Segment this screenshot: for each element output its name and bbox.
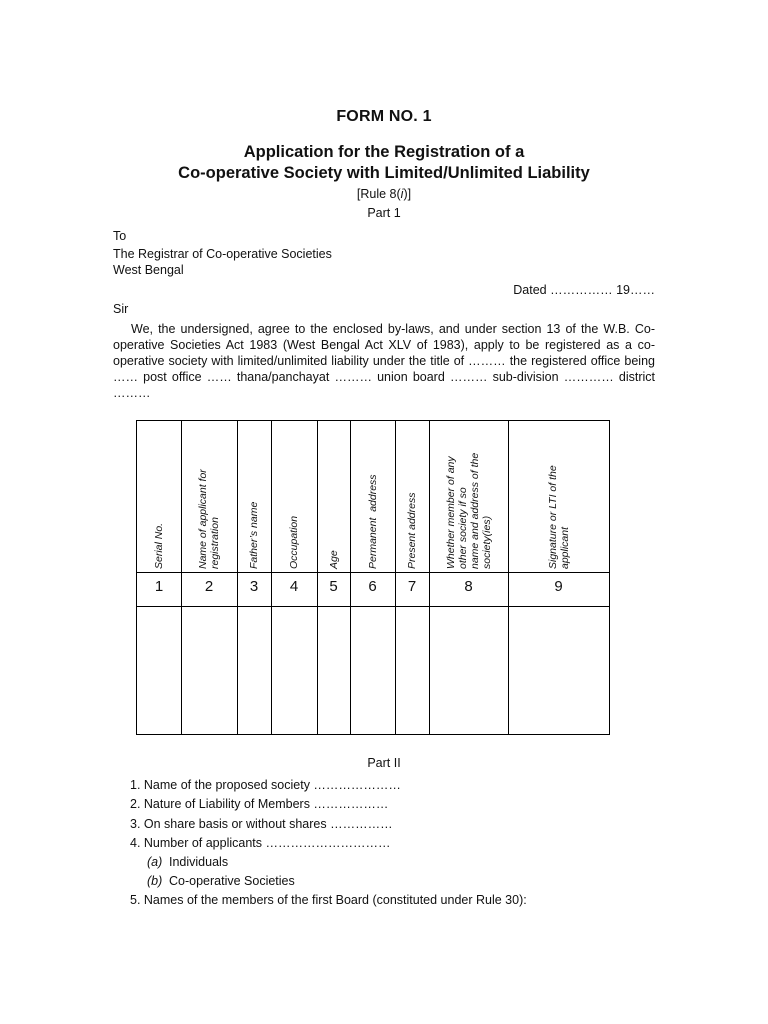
column-number: 5	[329, 578, 338, 595]
item-applicants: 4. Number of applicants …………………………	[130, 836, 391, 850]
column-header-text: Signature or LTI of the applicant	[546, 465, 571, 569]
dated-line: Dated …………… 19……	[513, 283, 655, 297]
rule-prefix: [Rule 8(	[356, 187, 401, 201]
column-header	[395, 421, 429, 573]
column-header	[271, 421, 317, 573]
title-line-2: Co-operative Society with Limited/Unlimited Liability	[178, 164, 590, 182]
item-liability: 2. Nature of Liability of Members ………………	[130, 797, 389, 811]
sub-label-b: (b)	[147, 874, 163, 888]
rule-suffix: )]	[403, 187, 412, 201]
column-number: 6	[368, 578, 377, 595]
column-header	[237, 421, 271, 573]
column-number: 2	[204, 578, 214, 595]
salutation: Sir	[113, 302, 129, 316]
column-header-text: Serial No.	[153, 522, 165, 569]
title-line-1: Application for the Registration of a	[243, 143, 525, 161]
column-number: 8	[464, 578, 473, 595]
rule-reference	[0, 187, 768, 201]
item-first-board: 5. Names of the members of the first Board (constituted under Rule 30):	[130, 893, 527, 907]
item-cooperatives	[147, 874, 295, 888]
column-number: 3	[249, 578, 259, 595]
column-header	[181, 421, 237, 573]
column-header-text: Age	[327, 550, 340, 569]
sub-text-a: Individuals	[169, 855, 229, 869]
column-header-text: Permanent address	[366, 474, 379, 569]
address-state: West Bengal	[113, 263, 184, 277]
item-society-name: 1. Name of the proposed society …………………	[130, 778, 401, 792]
column-header	[429, 421, 508, 573]
column-header	[350, 421, 395, 573]
column-header-text: Whether member of any other society if so name and address of the society(ies)	[444, 452, 493, 569]
column-number: 7	[407, 578, 417, 595]
applicants-table	[136, 420, 610, 735]
item-individuals	[147, 855, 228, 869]
form-number: FORM NO. 1	[336, 108, 432, 125]
sub-text-b: Co-operative Societies	[169, 874, 295, 888]
address-to: To	[113, 229, 127, 243]
column-number: 9	[554, 578, 563, 595]
column-header	[137, 421, 181, 573]
column-header	[317, 421, 350, 573]
column-number: 4	[289, 578, 299, 595]
column-header-text: Occupation	[288, 515, 300, 569]
column-header-text: Name of applicant for registration	[197, 469, 221, 569]
application-paragraph: We, the undersigned, agree to the enclosed by-laws, and under section 13 of the W.B. Co-operative Societies Act 1983 (West Bengal Act XLV of 1983), apply to be registered as a co-operative society with limited/unlimited liability under the title of ……… the registered office being …… post office …… thana/panchayat ……… union board ……… sub-division ………… district ………	[113, 322, 655, 400]
rule-italic: i	[400, 187, 404, 201]
part-2-heading: Part II	[367, 756, 401, 770]
part-1-heading: Part 1	[367, 206, 401, 220]
column-header-text: Father’s name	[248, 501, 260, 569]
sub-label-a: (a)	[147, 855, 163, 869]
column-header-text: Present address	[406, 492, 418, 569]
column-number: 1	[154, 578, 164, 595]
column-header	[508, 421, 609, 573]
item-share-basis: 3. On share basis or without shares ……………	[130, 817, 393, 831]
address-registrar: The Registrar of Co-operative Societies	[113, 247, 332, 261]
